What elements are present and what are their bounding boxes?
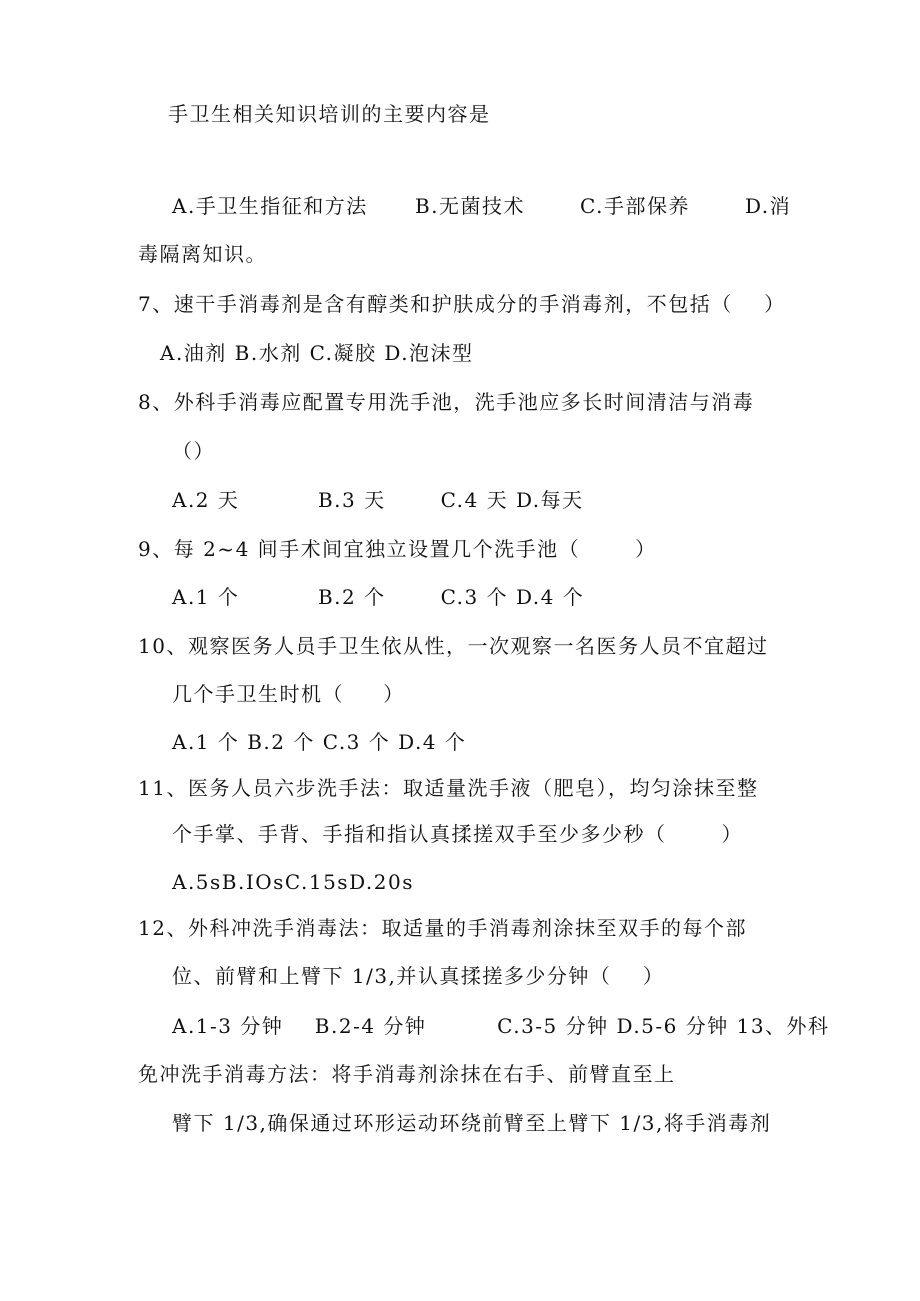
text-line-q8-options: A.2 天 B.3 天 C.4 天 D.每天 <box>172 488 584 512</box>
text-line-q10-options: A.1 个 B.2 个 C.3 个 D.4 个 <box>172 730 467 754</box>
text-line-q11: 11、医务人员六步洗手法：取适量洗手液（肥皂），均匀涂抹至整 <box>138 776 759 800</box>
text-line-q12: 12、外科冲洗手消毒法：取适量的手消毒剂涂抹至双手的每个部 <box>138 916 747 940</box>
text-line-q9-options: A.1 个 B.2 个 C.3 个 D.4 个 <box>172 585 585 609</box>
text-line-q11-cont: 个手掌、手背、手指和指认真揉搓双手至少多少秒（ ） <box>172 822 744 846</box>
text-line-q6-options: A.手卫生指征和方法 B.无菌技术 C.手部保养 D.消 <box>172 194 792 218</box>
text-line-q13: 免冲洗手消毒方法：将手消毒剂涂抹在右手、前臂直至上 <box>138 1062 676 1086</box>
text-line-q10: 10、观察医务人员手卫生依从性，一次观察一名医务人员不宜超过 <box>138 634 769 658</box>
text-line-q8: 8、外科手消毒应配置专用洗手池，洗手池应多长时间清洁与消毒 <box>138 390 755 414</box>
text-line-q13-cont: 臂下 1/3,确保通过环形运动环绕前臂至上臂下 1/3,将手消毒剂 <box>172 1111 772 1135</box>
text-line-q8-cont: （） <box>172 439 215 463</box>
text-line-q7-options: A.油剂 B.水剂 C.凝胶 D.泡沫型 <box>160 341 474 365</box>
text-line-q11-options: A.5sB.IOsC.15sD.20s <box>172 870 414 894</box>
text-line-q12-options: A.1-3 分钟 B.2-4 分钟 C.3-5 分钟 D.5-6 分钟 13、外科 <box>172 1014 830 1038</box>
text-line-q6-options-cont: 毒隔离知识。 <box>138 242 267 266</box>
text-line-intro: 手卫生相关知识培训的主要内容是 <box>168 102 491 126</box>
text-line-q12-cont: 位、前臂和上臂下 1/3,并认真揉搓多少分钟（ ） <box>172 964 665 988</box>
text-line-q7: 7、速干手消毒剂是含有醇类和护肤成分的手消毒剂，不包括（ ） <box>138 292 786 316</box>
text-line-q9: 9、每 2~4 间手术间宜独立设置几个洗手池（ ） <box>138 537 657 561</box>
text-line-q10-cont: 几个手卫生时机（ ） <box>172 682 405 706</box>
